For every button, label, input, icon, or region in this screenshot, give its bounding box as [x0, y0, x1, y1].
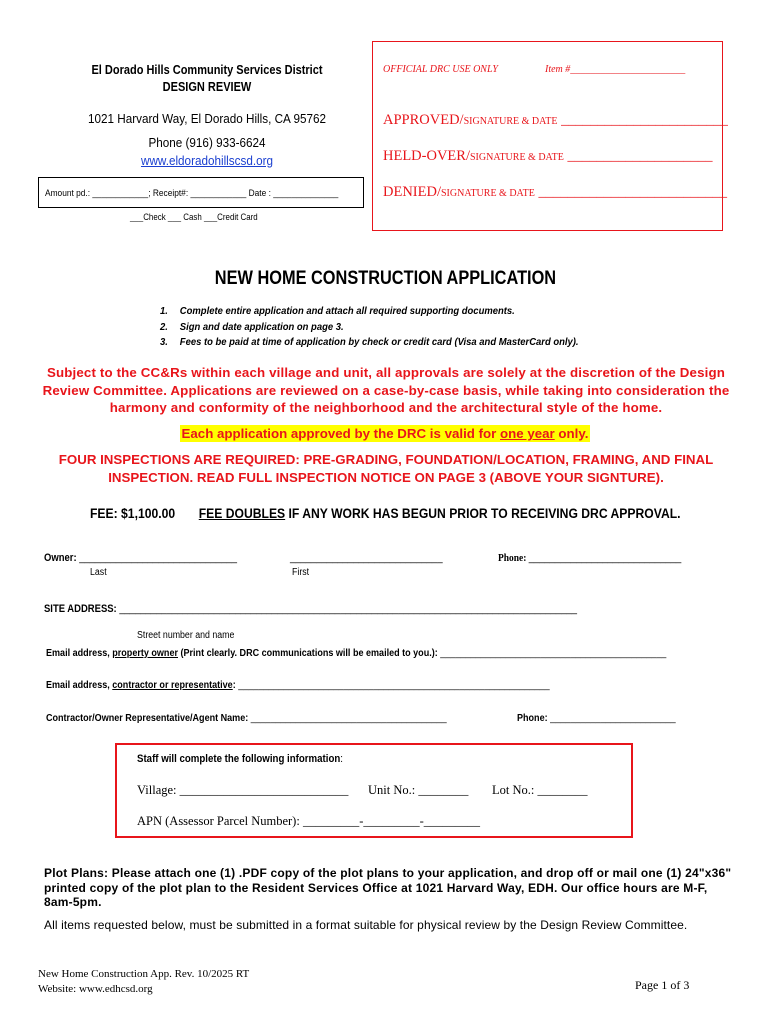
heldover-sig-label: SIGNATURE & DATE — [470, 152, 564, 163]
approved-signature-row[interactable] — [383, 112, 728, 129]
official-use-title: OFFICIAL DRC USE ONLY — [383, 64, 498, 75]
denied-sig-label: SIGNATURE & DATE — [441, 188, 535, 199]
contractor-email-colon: : — [232, 679, 239, 691]
step-item — [160, 335, 579, 351]
owner-first-field[interactable] — [290, 552, 467, 564]
heldover-signature-row[interactable] — [383, 148, 713, 165]
step-text: Fees to be paid at time of application by check or credit card (Visa and MasterCard only). — [179, 336, 579, 348]
validity-highlight — [180, 425, 591, 442]
village-field[interactable]: Village: ___________________________ — [137, 783, 349, 797]
payment-options[interactable]: ___Check ___ Cash ___Credit Card — [130, 212, 258, 222]
heldover-blank: ____________________ — [563, 148, 713, 164]
owner-email-label: Email address, — [46, 647, 113, 659]
lot-field[interactable]: Lot No.: ________ — [492, 783, 588, 797]
rep-phone-label: Phone: — [517, 712, 551, 724]
owner-phone-label: Phone: — [498, 552, 529, 564]
validity-text-end: only. — [554, 426, 589, 441]
heldover-label: HELD-OVER/ — [383, 148, 470, 164]
ccrs-notice: Subject to the CC&Rs within each village and unit, all approvals are solely at the discretion of the Design Review Committee. Applications are reviewed on a case-by-case basis, while taking into consideration the harmony and conformity of the neighborhood and the architectural style of the home. — [42, 365, 730, 415]
step-text: Sign and date application on page 3. — [179, 320, 344, 333]
owner-phone-blank[interactable]: _____________________________ — [528, 552, 682, 564]
dept-name: DESIGN REVIEW — [162, 80, 252, 94]
owner-first-blank[interactable]: _____________________________ — [290, 552, 443, 564]
owner-email-field[interactable] — [46, 647, 767, 659]
approved-blank: _______________________ — [557, 112, 728, 128]
denied-signature-row[interactable] — [383, 184, 727, 201]
step-item — [160, 320, 579, 336]
contractor-email-role: contractor or representative — [112, 679, 233, 691]
district-phone: Phone (916) 933-6624 — [148, 135, 266, 150]
staff-title-text: Staff will complete the following information — [137, 753, 341, 765]
staff-box-title — [137, 753, 343, 765]
page-number: Page 1 of 3 — [635, 978, 690, 992]
rep-phone-field[interactable] — [517, 712, 702, 724]
contractor-email-field[interactable] — [46, 679, 632, 691]
revision-note: New Home Construction App. Rev. 10/2025 RT — [38, 968, 250, 980]
site-address-label: SITE ADDRESS: — [44, 603, 120, 615]
denied-label: DENIED/ — [383, 184, 441, 200]
footer-info — [38, 967, 249, 997]
approved-sig-label: SIGNATURE & DATE — [463, 116, 558, 127]
org-name: El Dorado Hills Community Services District — [91, 63, 323, 77]
apn-field[interactable]: APN (Assessor Parcel Number): _________-_________-_________ — [137, 814, 481, 828]
unit-field[interactable]: Unit No.: ________ — [368, 783, 469, 797]
step-number: 3. — [160, 336, 168, 348]
contractor-email-label: Email address, — [46, 679, 113, 691]
validity-term: one year — [500, 426, 555, 441]
district-address: 1021 Harvard Way, El Dorado Hills, CA 95762 — [87, 111, 327, 126]
rep-name-blank[interactable]: _______________________________________ — [250, 712, 447, 724]
district-header — [38, 62, 376, 170]
rep-name-label: Contractor/Owner Representative/Agent Name: — [46, 712, 251, 724]
fee-doubles-rest: IF ANY WORK HAS BEGUN PRIOR TO RECEIVING DRC APPROVAL. — [285, 506, 681, 521]
owner-label: Owner: — [44, 552, 80, 564]
official-drc-box — [372, 41, 728, 231]
owner-email-role: property owner — [112, 647, 178, 659]
plot-plans-notice: Plot Plans: Please attach one (1) .PDF copy of the plot plans to your application, and drop off or mail one (1) 24"x36" printed copy of the plot plan to the Resident Services Office at 1021 Harvard Way, EDH. Our office hours are M-F, 8am-5pm. — [44, 866, 732, 909]
rep-phone-blank[interactable]: _________________________ — [550, 712, 676, 724]
owner-last-blank[interactable]: ______________________________ — [79, 552, 238, 564]
website-link[interactable]: www.eldoradohillscsd.org — [140, 153, 274, 168]
inspections-notice: FOUR INSPECTIONS ARE REQUIRED: PRE-GRADING, FOUNDATION/LOCATION, FRAMING, AND FINAL INSPECTION. READ FULL INSPECTION NOTICE ON PAGE 3 (ABOVE YOUR SIGNTURE). — [58, 452, 714, 485]
fee-amount: FEE: $1,100.00 — [90, 506, 176, 521]
step-number: 2. — [160, 320, 168, 333]
validity-notice — [0, 425, 770, 443]
first-hint: First — [292, 567, 310, 578]
instruction-steps — [160, 304, 625, 351]
staff-title-colon: : — [340, 753, 343, 765]
site-address-blank[interactable]: _______________________________________________________________________________________ — [119, 603, 578, 615]
all-items-notice: All items requested below, must be submitted in a format suitable for physical review by the Design Review Committee. — [44, 918, 688, 932]
step-item — [160, 304, 579, 320]
last-hint: Last — [90, 567, 107, 578]
item-number-field[interactable]: Item #_______________________ — [545, 64, 686, 75]
staff-info-box — [115, 743, 633, 838]
page-title — [0, 268, 770, 290]
fee-doubles: FEE DOUBLES — [198, 506, 286, 521]
contractor-email-blank[interactable]: ______________________________________________________________ — [238, 679, 550, 691]
owner-email-note: (Print clearly. DRC communications will be emailed to you.): — [177, 647, 441, 659]
page-title-text: NEW HOME CONSTRUCTION APPLICATION — [214, 268, 556, 289]
denied-blank: __________________________ — [534, 184, 728, 200]
rep-name-field[interactable] — [46, 712, 512, 724]
footer-website: Website: www.edhcsd.org — [38, 983, 153, 995]
payment-record-fields[interactable]: Amount pd.: ____________; Receipt#: ____________ Date : ______________ — [45, 188, 339, 199]
street-hint: Street number and name — [137, 630, 235, 641]
fee-line — [90, 506, 746, 521]
step-number: 1. — [160, 305, 168, 317]
step-text: Complete entire application and attach all required supporting documents. — [179, 305, 515, 317]
site-address-field[interactable] — [44, 603, 664, 615]
owner-field-row[interactable] — [44, 552, 268, 564]
validity-text: Each application approved by the DRC is valid for — [181, 426, 500, 441]
owner-email-blank[interactable]: _____________________________________________ — [440, 647, 667, 659]
owner-phone-field[interactable] — [498, 552, 711, 564]
payment-record-box — [38, 177, 364, 208]
approved-label: APPROVED/ — [383, 112, 464, 128]
